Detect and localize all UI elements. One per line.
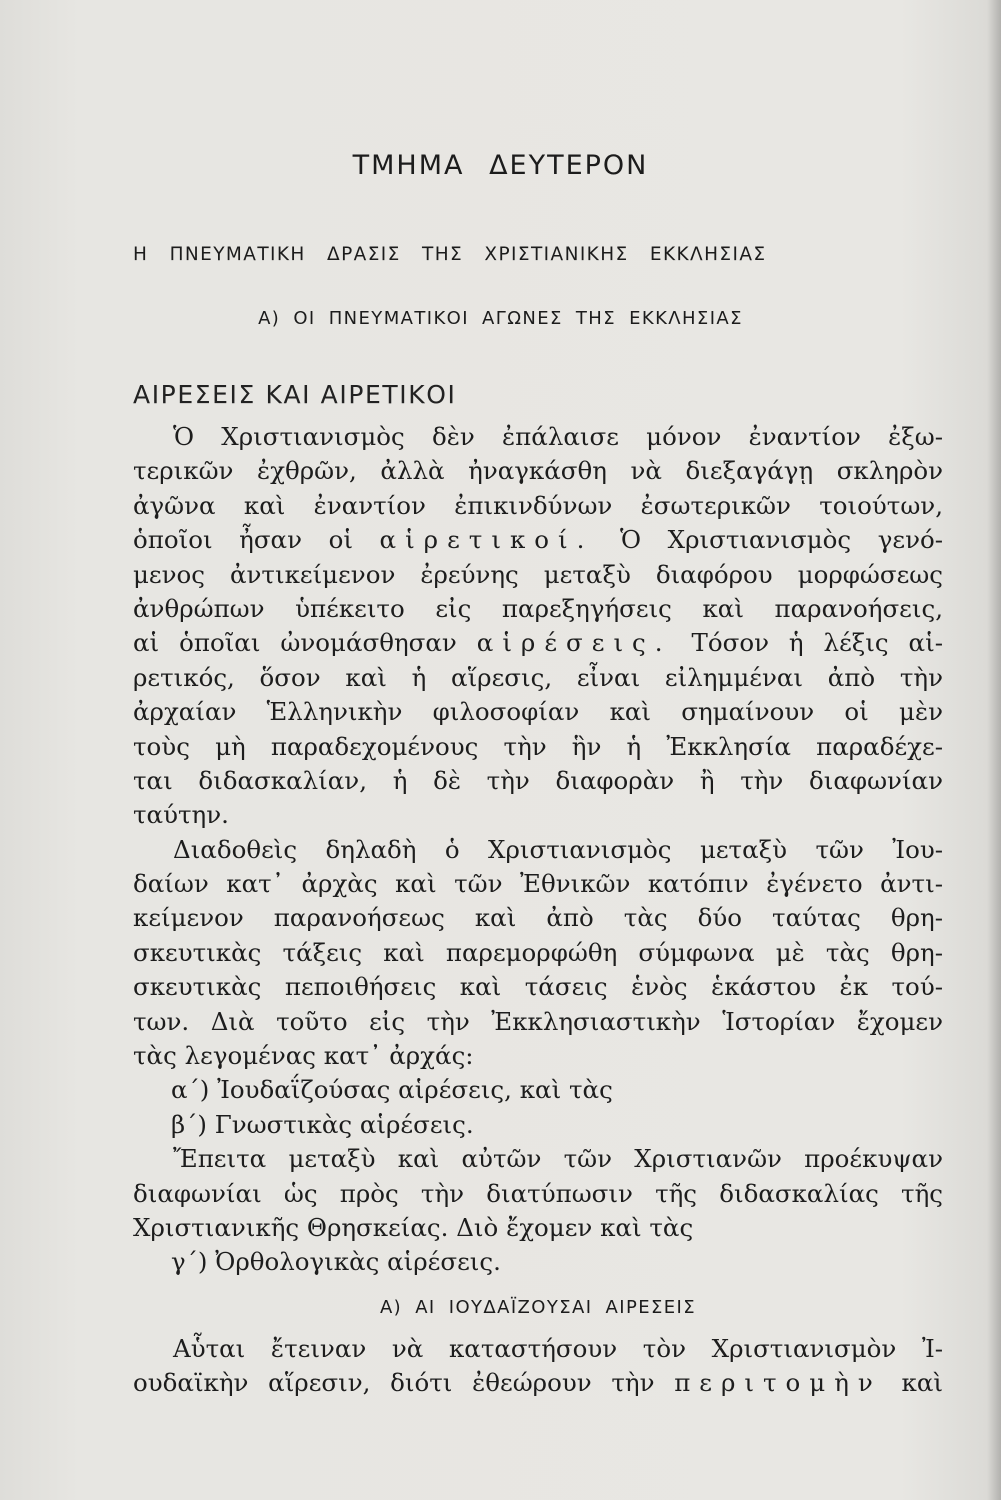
- text-run: Ὁ Χριστιανισμὸς γενό-: [620, 525, 943, 555]
- inner-heading: Α) ΑΙ ΙΟΥΔΑΪΖΟΥΣΑΙ ΑΙΡΕΣΕΙΣ: [379, 1296, 697, 1318]
- text-line: τὰς λεγομένας κατ᾿ ἀρχάς:: [133, 1041, 474, 1071]
- list-item: β´) Γνωστικὰς αἱρέσεις.: [171, 1109, 474, 1139]
- text-line: ἀνθρώπων ὑπέκειτο εἰς παρεξηγήσεις καὶ παρανοήσεις,: [133, 593, 943, 623]
- text-line: ται διδασκαλίαν, ἡ δὲ τὴν διαφορὰν ἢ τὴν διαφωνίαν: [133, 765, 943, 795]
- text-line: Χριστιανικῆς Θρησκείας. Διὸ ἔχομεν καὶ τὰς: [133, 1212, 694, 1242]
- text-run: αἱ ὁποῖαι ὠνομάσθησαν: [133, 628, 457, 658]
- text-line: τερικῶν ἐχθρῶν, ἀλλὰ ἠναγκάσθη νὰ διεξαγάγῃ σκληρὸν: [133, 456, 943, 486]
- text-line: σκευτικὰς πεποιθήσεις καὶ τάσεις ἑνὸς ἑκάστου ἐκ τού-: [133, 972, 943, 1002]
- text-line: Διαδοθεὶς δηλαδὴ ὁ Χριστιανισμὸς μεταξὺ τῶν Ἰου-: [173, 834, 943, 864]
- text-line: των. Διὰ τοῦτο εἰς τὴν Ἐκκλησιαστικὴν Ἱστορίαν ἔχομεν: [133, 1006, 943, 1036]
- text-line: μενος ἀντικείμενον ἐρεύνης μεταξὺ διαφόρου μορφώσεως: [133, 559, 943, 589]
- list-item: γ´) Ὀρθολογικὰς αἱρέσεις.: [171, 1247, 501, 1277]
- text-line: ἀγῶνα καὶ ἐναντίον ἐπικινδύνων ἐσωτερικῶν τοιούτων,: [133, 490, 943, 520]
- text-line: Ἔπειτα μεταξὺ καὶ αὐτῶν τῶν Χριστιανῶν προέκυψαν: [173, 1144, 943, 1174]
- spaced-term: αἱρετικοί.: [379, 525, 594, 555]
- text-run: καὶ: [901, 1368, 943, 1398]
- text-line: Ὁ Χριστιανισμὸς δὲν ἐπάλαισε μόνον ἐναντίον ἐξω-: [173, 422, 943, 451]
- list-item: α´) Ἰουδαΐζούσας αἱρέσεις, καὶ τὰς: [171, 1075, 613, 1105]
- topic-heading: ΑΙΡΕΣΕΙΣ ΚΑΙ ΑΙΡΕΤΙΚΟΙ: [133, 380, 457, 409]
- text-line: τοὺς μὴ παραδεχομένους τὴν ἣν ἡ Ἐκκλησία παραδέχε-: [133, 731, 943, 761]
- main-heading: Η ΠΝΕΥΜΑΤΙΚΗ ΔΡΑΣΙΣ ΤΗΣ ΧΡΙΣΤΙΑΝΙΚΗΣ ΕΚΚΛΗΣΙΑΣ: [133, 244, 767, 265]
- text-line: [133, 1366, 943, 1400]
- text-line: ταύτην.: [133, 800, 229, 830]
- page-edge-shadow: [987, 0, 1001, 1500]
- text-line: κείμενον παρανοήσεως καὶ ἀπὸ τὰς δύο ταύτας θρη-: [133, 903, 943, 933]
- text-line: ἀρχαίαν Ἑλληνικὴν φιλοσοφίαν καὶ σημαίνουν οἱ μὲν: [133, 697, 943, 727]
- text-run: ουδαϊκὴν αἵρεσιν, διότι ἐθεώρουν τὴν: [133, 1368, 655, 1398]
- spaced-term: περιτομὴν: [674, 1368, 882, 1398]
- body-text: [133, 420, 943, 1401]
- text-run: ὁποῖοι ἦσαν οἱ: [133, 525, 353, 555]
- text-line: [133, 523, 943, 557]
- spaced-term: αἱρέσεις.: [476, 628, 672, 658]
- text-line: [133, 626, 943, 660]
- sub-heading: Α) ΟΙ ΠΝΕΥΜΑΤΙΚΟΙ ΑΓΩΝΕΣ ΤΗΣ ΕΚΚΛΗΣΙΑΣ: [258, 308, 743, 329]
- text-run: Τόσον ἡ λέξις αἱ-: [691, 628, 943, 658]
- text-line: Αὗται ἔτειναν νὰ καταστήσουν τὸν Χριστιανισμὸν Ἰ-: [173, 1333, 943, 1363]
- text-line: ρετικός, ὅσον καὶ ἡ αἵρεσις, εἶναι εἰλημμέναι ἀπὸ τὴν: [133, 662, 943, 692]
- text-line: διαφωνίαι ὡς πρὸς τὴν διατύπωσιν τῆς διδασκαλίας τῆς: [133, 1178, 943, 1208]
- text-line: σκευτικὰς τάξεις καὶ παρεμορφώθη σύμφωνα μὲ τὰς θρη-: [133, 937, 943, 967]
- text-line: δαίων κατ᾿ ἀρχὰς καὶ τῶν Ἐθνικῶν κατόπιν ἐγένετο ἀντι-: [133, 869, 943, 899]
- section-title: ΤΜΗΜΑ ΔΕΥΤΕΡΟΝ: [352, 150, 649, 181]
